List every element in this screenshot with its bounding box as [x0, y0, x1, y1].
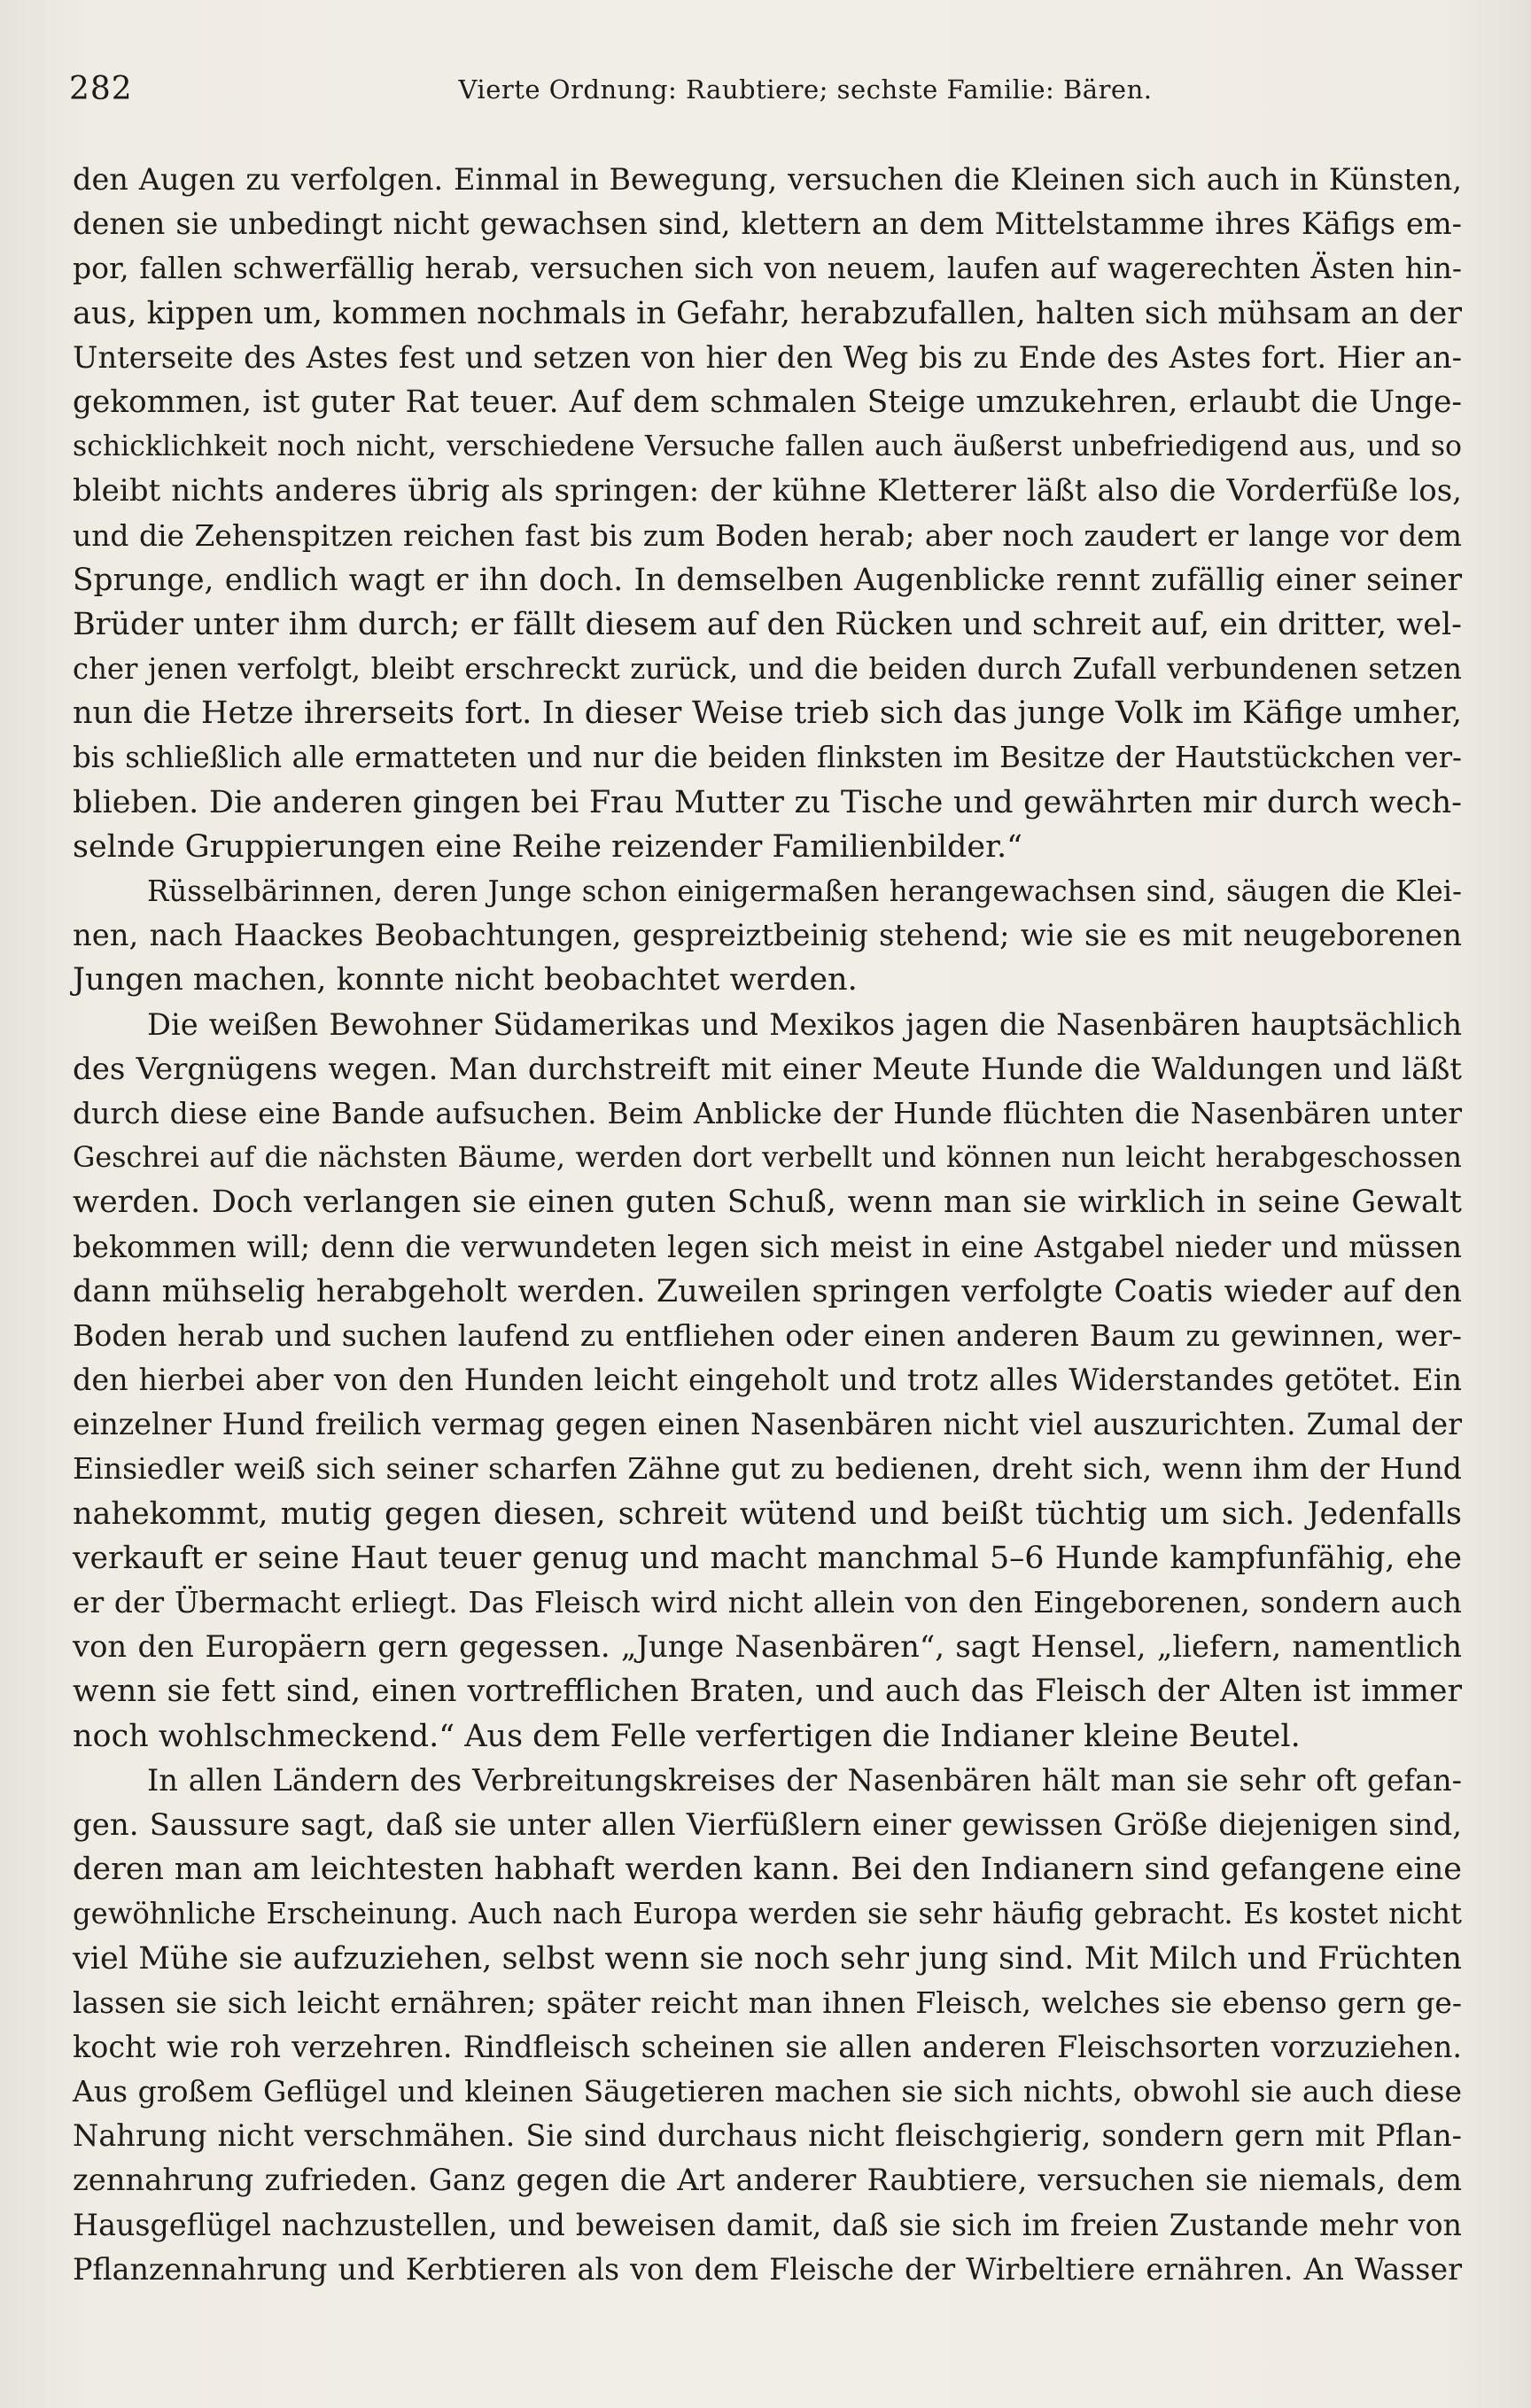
text-line: Pflanzennahrung und Kerbtieren als von dem Fleische der Wirbeltiere ernähren. An Wasser [73, 2251, 1462, 2287]
text-line: gen. Saussure sagt, daß sie unter allen Vierfüßlern einer gewissen Größe diejenigen sind, [73, 1806, 1462, 1843]
text-line: Boden herab und suchen laufend zu entfliehen oder einen anderen Baum zu gewinnen, wer- [73, 1317, 1462, 1353]
text-line: nahekommt, mutig gegen diesen, schreit wütend und beißt tüchtig um sich. Jedenfalls [73, 1495, 1462, 1532]
text-line: des Vergnügens wegen. Man durchstreift mit einer Meute Hunde die Waldungen und läßt [73, 1051, 1462, 1087]
text-line: deren man am leichtesten habhaft werden kann. Bei den Indianern sind gefangene eine [73, 1852, 1462, 1888]
text-line: bekommen will; denn die verwundeten legen sich meist in eine Astgabel nieder und müssen [73, 1229, 1462, 1264]
text-line: zennahrung zufrieden. Ganz gegen die Art anderer Raubtiere, versuchen sie niemals, dem [73, 2163, 1462, 2198]
text-line: verkauft er seine Haut teuer genug und macht manchmal 5–6 Hunde kampfunfähig, ehe [73, 1540, 1462, 1576]
body-text [73, 158, 1462, 2381]
text-line: schicklichkeit noch nicht, verschiedene Versuche fallen auch äußerst unbefriedigend aus, und so [73, 431, 1462, 463]
text-line: wenn sie fett sind, einen vortrefflichen Braten, und auch das Fleisch der Alten ist immer [73, 1674, 1462, 1710]
page-header [69, 69, 1462, 113]
text-line: und die Zehenspitzen reichen fast bis zum Boden herab; aber noch zaudert er lange vor dem [73, 517, 1462, 553]
text-line: werden. Doch verlangen sie einen guten Schuß, wenn man sie wirklich in seine Gewalt [73, 1185, 1462, 1221]
text-line: den hierbei aber von den Hunden leicht eingeholt und trotz alles Widerstandes getötet. Ein [73, 1363, 1462, 1398]
text-line: kocht wie roh verzehren. Rindfleisch scheinen sie allen anderen Fleischsorten vorzuziehen. [73, 2029, 1462, 2064]
text-line: bleibt nichts anderes übrig als springen: der kühne Kletterer läßt also die Vorderfüße los, [73, 473, 1462, 509]
text-line: Jungen machen, konnte nicht beobachtet werden. [73, 962, 858, 998]
text-line: einzelner Hund freilich vermag gegen einen Nasenbären nicht viel auszurichten. Zumal der [73, 1407, 1462, 1442]
text-line: por, fallen schwerfällig herab, versuchen sich von neuem, laufen auf wagerechten Ästen hin- [73, 251, 1462, 286]
text-line: nen, nach Haackes Beobachtungen, gespreiztbeinig stehend; wie sie es mit neugeborenen [73, 918, 1462, 953]
text-line: In allen Ländern des Verbreitungskreises der Nasenbären hält man sie sehr oft gefan- [147, 1762, 1462, 1798]
text-line: gewöhnliche Erscheinung. Auch nach Europa werden sie sehr häufig gebracht. Es kostet nicht [73, 1897, 1462, 1931]
text-line: blieben. Die anderen gingen bei Frau Mutter zu Tische und gewährten mir durch wech- [73, 784, 1462, 820]
text-line: durch diese eine Bande aufsuchen. Beim Anblicke der Hunde flüchten die Nasenbären unter [73, 1095, 1462, 1130]
text-line: viel Mühe sie aufzuziehen, selbst wenn sie noch sehr jung sind. Mit Milch und Früchten [73, 1940, 1462, 1977]
text-line: Hausgeflügel nachzustellen, und beweisen damit, daß sie sich im freien Zustande mehr von [73, 2207, 1462, 2242]
text-line: lassen sie sich leicht ernähren; später reicht man ihnen Fleisch, welches sie ebenso gern ge- [73, 1985, 1462, 2020]
text-line: bis schließlich alle ermatteten und nur die beiden flinksten im Besitze der Hautstückchen ver- [73, 741, 1462, 775]
text-line: Sprunge, endlich wagt er ihn doch. In demselben Augenblicke rennt zufällig einer seiner [73, 562, 1462, 598]
text-line: Brüder unter ihm durch; er fällt diesem auf den Rücken und schreit auf, ein dritter, wel- [73, 606, 1462, 642]
text-line: er der Übermacht erliegt. Das Fleisch wird nicht allein von den Eingeborenen, sondern auch [73, 1585, 1462, 1620]
text-line: gekommen, ist guter Rat teuer. Auf dem schmalen Steige umzukehren, erlaubt die Unge- [73, 384, 1462, 420]
text-line: Unterseite des Astes fest und setzen von hier den Weg bis zu Ende des Astes fort. Hier an- [73, 339, 1462, 375]
running-head: Vierte Ordnung: Raubtiere; sechste Familie: Bären. [458, 74, 1153, 105]
text-line: cher jenen verfolgt, bleibt erschreckt zurück, und die beiden durch Zufall verbundenen setzen [73, 652, 1462, 687]
text-line: Aus großem Geflügel und kleinen Säugetieren machen sie sich nichts, obwohl sie auch diese [73, 2074, 1462, 2109]
text-line: nun die Hetze ihrerseits fort. In dieser Weise trieb sich das junge Volk im Käfige umher, [73, 695, 1462, 732]
text-line: Geschrei auf die nächsten Bäume, werden dort verbellt und können nun leicht herabgeschossen [73, 1142, 1462, 1175]
text-line: selnde Gruppierungen eine Reihe reizender Familienbilder.“ [73, 828, 1023, 865]
text-line: noch wohlschmeckend.“ Aus dem Felle verfertigen die Indianer kleine Beutel. [73, 1718, 1301, 1754]
page-number: 282 [69, 71, 133, 107]
text-line: aus, kippen um, kommen nochmals in Gefahr, herabzufallen, halten sich mühsam an der [73, 295, 1462, 331]
text-line: denen sie unbedingt nicht gewachsen sind, klettern an dem Mittelstamme ihres Käfigs em- [73, 206, 1462, 242]
text-line: den Augen zu verfolgen. Einmal in Bewegung, versuchen die Kleinen sich auch in Künsten, [73, 162, 1462, 197]
text-line: Die weißen Bewohner Südamerikas und Mexikos jagen die Nasenbären hauptsächlich [147, 1006, 1462, 1042]
text-line: von den Europäern gern gegessen. „Junge Nasenbären“, sagt Hensel, „liefern, namentlich [73, 1629, 1462, 1665]
text-line: Nahrung nicht verschmähen. Sie sind durchaus nicht fleischgierig, sondern gern mit Pflan- [73, 2118, 1462, 2154]
text-line: Rüsselbärinnen, deren Junge schon einigermaßen herangewachsen sind, säugen die Klei- [147, 874, 1462, 908]
text-line: Einsiedler weiß sich seiner scharfen Zähne gut zu bedienen, dreht sich, wenn ihm der Hund [73, 1451, 1462, 1487]
text-line: dann mühselig herabgeholt werden. Zuweilen springen verfolgte Coatis wieder auf den [73, 1273, 1462, 1309]
